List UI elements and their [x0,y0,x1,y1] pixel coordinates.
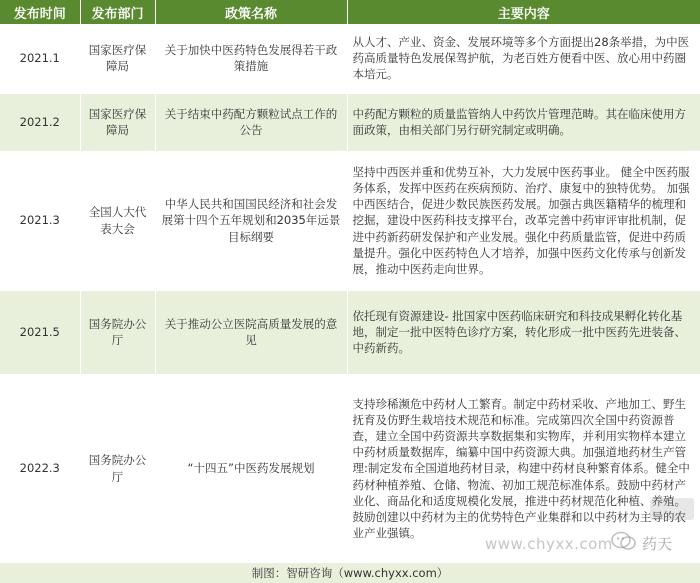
table-row [0,151,700,290]
cell-policy-name: 关于推动公立医院高质量发展的意见 [155,290,347,374]
wechat-logo-icon [610,530,638,552]
cell-content: 坚持中西医并重和优势互补，大力发展中医药事业。 健全中医药服务体系，发挥中医药在疾病预防、治疗、康复中的独特优势。 加强中西医结合，促进少数民族医药发展。加强古典医籍精华的梳理和挖掘，建设中医药科技支撑平台，改革完善中药审评审批机制，促进中药新药研发保护和产业发展。强化中药质量监管，促进中药质量提升。强化中医药特色人才培养，加强中医药文化传承与创新发展，推动中医药走向世界。 [347,151,700,290]
cell-content: 中药配方颗粒的质量监管纳人中药饮片管理范畴。其在临床使用方面政策，由相关部门另行研究制定或明确。 [347,93,700,151]
cell-dept: 国务院办公厅 [80,290,155,374]
cell-date: 2021.2 [0,93,80,151]
cell-content: 从人才、产业、资金、发展环境等多个方面提出28条举措，为中医药高质量特色发展保驾护航，为老百姓方便看中医、放心用中药圈本培元。 [347,24,700,93]
table-header-row [0,0,700,24]
header-date: 发布时间 [0,0,80,24]
cell-date: 2021.1 [0,24,80,93]
cell-policy-name: 中华人民共和国国民经济和社会发展第十四个五年规划和2035年远景目标纲要 [155,151,347,290]
cell-dept: 全国人大代表大会 [80,151,155,290]
table-row [0,290,700,374]
header-dept: 发布部门 [80,0,155,24]
cell-policy-name: 关于加快中医药特色发展得若干政策措施 [155,24,347,93]
watermark-url: www.chyxx.com [485,535,613,553]
cell-date: 2021.3 [0,151,80,290]
cell-dept: 国务院办公厅 [80,374,155,563]
cell-dept: 国家医疗保障局 [80,24,155,93]
cell-date: 2022.3 [0,374,80,563]
watermark-block [650,498,694,520]
source-caption: 制图：智研咨询（www.chyxx.com） [0,563,700,583]
cell-date: 2021.5 [0,290,80,374]
watermark-brand: 药天 [642,535,673,553]
cell-content: 支持珍稀濒危中药材人工繁育。制定中药材采收、产地加工、野生抚育及仿野生栽培技术规范和标准。完成第四次全国中药资源普查，建立全国中药资源共享数据集和实物库，并利用实物样本建立中药材质量数据库，编纂中国中药资源大典。加强道地药材生产管理:制定发布全国道地药材目录，构建中药材良种繁育体系。健全中药材种植养殖、仓储、物流、初加工规范标准体系。鼓励中药材产业化、商品化和适度规模化发展，推进中药材规范化种植、养殖。鼓励创建以中药材为主的优势特色产业集群和以中药材为主导的农业产业强镇。 [347,374,700,563]
header-policy-name: 政策名称 [155,0,347,24]
cell-dept: 国家医疗保障局 [80,93,155,151]
cell-content: 依托现有资源建设- 批国家中医药临床研究和科技成果孵化转化基地，制定一批中医特色诊疗方案，转化形成一批中医药先进装备、中药新药。 [347,290,700,374]
table-row [0,93,700,151]
table-row [0,24,700,93]
header-content: 主要内容 [347,0,700,24]
cell-policy-name: 关于结束中药配方颗粒试点工作的公告 [155,93,347,151]
cell-policy-name: “十四五”中医药发展规划 [155,374,347,563]
